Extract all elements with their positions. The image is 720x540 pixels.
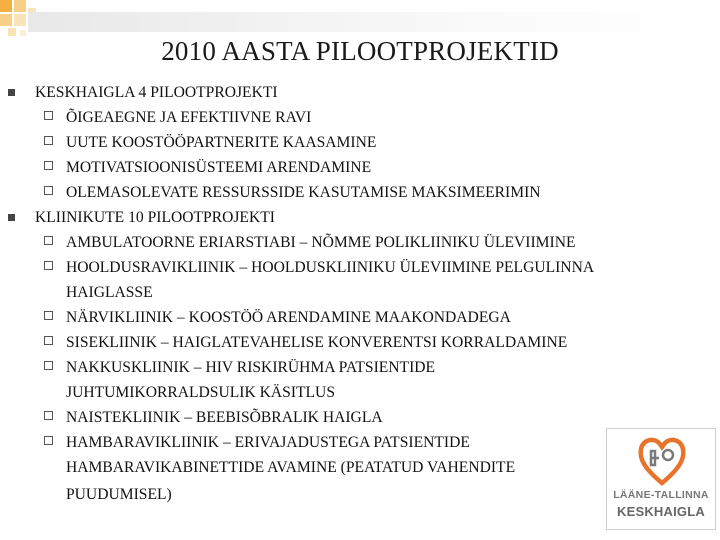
bullet-square-icon <box>8 89 15 96</box>
list-item-text: HAIGLASSE <box>66 284 153 301</box>
heart-logo-icon <box>637 435 687 487</box>
list-item-continuation <box>0 280 720 305</box>
hollow-square-bullet-icon <box>44 161 53 170</box>
section-heading <box>0 80 720 105</box>
list-item <box>0 255 720 280</box>
list-item-text: MOTIVATSIOONISÜSTEEMI ARENDAMINE <box>66 159 372 176</box>
list-item <box>0 305 720 330</box>
list-item-text: HOOLDUSRAVIKLIINIK – HOOLDUSKLIINIKU ÜLEVIIMINE PELGULINNA <box>66 259 595 276</box>
hollow-square-bullet-icon <box>44 186 53 195</box>
slide-title: 2010 AASTA PILOOTPROJEKTID <box>161 36 559 66</box>
list-item-text: OLEMASOLEVATE RESSURSSIDE KASUTAMISE MAKSIMEERIMIN <box>66 184 541 201</box>
list-item-text: NAKKUSKLIINIK – HIV RISKIRÜHMA PATSIENTIDE <box>66 359 436 376</box>
section-label: KESKHAIGLA 4 PILOOTPROJEKTI <box>35 84 278 101</box>
hollow-square-bullet-icon <box>44 411 53 420</box>
logo-text-line2: KESKHAIGLA <box>617 504 705 519</box>
hollow-square-bullet-icon <box>44 436 53 445</box>
list-item <box>0 355 720 380</box>
list-item <box>0 230 720 255</box>
hollow-square-bullet-icon <box>44 336 53 345</box>
list-item-text: AMBULATOORNE ERIARSTIABI – NÕMME POLIKLIINIKU ÜLEVIIMINE <box>66 234 576 251</box>
list-item <box>0 330 720 355</box>
logo-text-line1: LÄÄNE-TALLINNA <box>613 489 709 501</box>
list-item-text: ÕIGEAEGNE JA EFEKTIIVNE RAVI <box>66 109 312 126</box>
hospital-logo <box>606 428 716 530</box>
list-item <box>0 105 720 130</box>
list-item <box>0 180 720 205</box>
list-item-text: HAMBARAVIKLIINIK – ERIVAJADUSTEGA PATSIENTIDE <box>66 434 470 451</box>
hollow-square-bullet-icon <box>44 361 53 370</box>
list-item-text: SISEKLIINIK – HAIGLATEVAHELISE KONVERENTSI KORRALDAMINE <box>66 334 568 351</box>
hollow-square-bullet-icon <box>44 111 53 120</box>
list-item-text: NÄRVIKLIINIK – KOOSTÖÖ ARENDAMINE MAAKONDADEGA <box>66 309 511 326</box>
list-item-text: JUHTUMIKORRALDSULIK KÄSITLUS <box>66 384 335 401</box>
hollow-square-bullet-icon <box>44 311 53 320</box>
section-label: KLIINIKUTE 10 PILOOTPROJEKTI <box>35 209 275 226</box>
header-bar <box>28 12 720 32</box>
bullet-square-icon <box>8 214 15 221</box>
list-item-continuation <box>0 380 720 405</box>
list-item-text: NAISTEKLIINIK – BEEBISÕBRALIK HAIGLA <box>66 409 383 426</box>
list-item-text: UUTE KOOSTÖÖPARTNERITE KAASAMINE <box>66 134 377 151</box>
list-item <box>0 155 720 180</box>
list-item-text: HAMBARAVIKABINETTIDE AVAMINE (PEATATUD VAHENDITE <box>66 459 516 476</box>
section-heading <box>0 205 720 230</box>
hollow-square-bullet-icon <box>44 136 53 145</box>
list-item <box>0 405 720 430</box>
list-item-text: PUUDUMISEL) <box>66 486 172 503</box>
hollow-square-bullet-icon <box>44 236 53 245</box>
hollow-square-bullet-icon <box>44 261 53 270</box>
list-item <box>0 130 720 155</box>
